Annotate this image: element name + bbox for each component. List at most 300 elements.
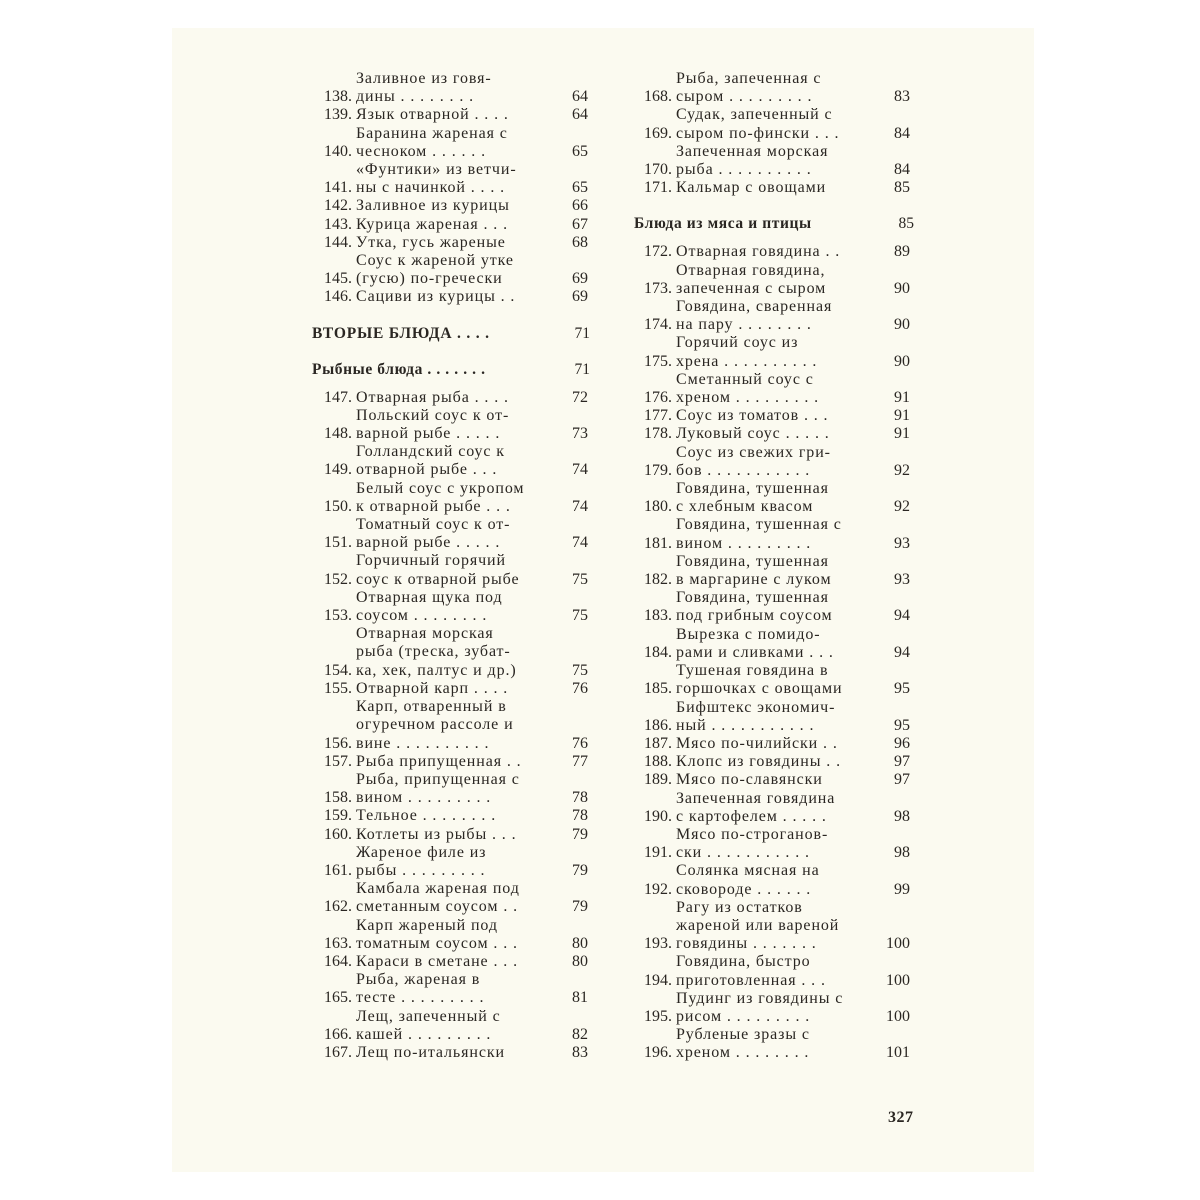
- entry-title-line: Польский соус к от-: [356, 406, 510, 424]
- toc-entry: [634, 298, 1094, 334]
- entry-title-line: Мясо по-чилийски . .: [676, 734, 838, 752]
- entry-title: [356, 216, 546, 234]
- page-ref: 78: [572, 807, 588, 825]
- page-ref: 84: [894, 124, 910, 142]
- entry-title-line: сметанным соусом . .: [356, 898, 519, 916]
- entry-title-line: на пару . . . . . . . .: [676, 316, 812, 334]
- entry-title: [676, 826, 866, 862]
- page-ref: 79: [572, 898, 588, 916]
- toc-entry: [634, 699, 1094, 735]
- page-ref: 71: [574, 360, 590, 378]
- entry-title: [356, 807, 546, 825]
- entry-title: [676, 179, 866, 197]
- entry-title: [676, 790, 866, 826]
- entry-number: 173.: [644, 279, 672, 297]
- entry-number: 166.: [324, 1025, 352, 1043]
- entry-title-line: Отварная говядина,: [676, 261, 826, 279]
- entry-number: 141.: [324, 179, 352, 197]
- entry-title: [356, 161, 546, 197]
- entry-title-line: рами и сливками . . .: [676, 643, 834, 661]
- spacer: [634, 233, 1094, 243]
- page-ref: 79: [572, 825, 588, 843]
- entry-title-line: к отварной рыбе . . .: [356, 497, 511, 515]
- entry-title-line: Рыба, припущенная с: [356, 770, 520, 788]
- toc-column-right: [634, 70, 1094, 1063]
- entry-title-line: Карп жареный под: [356, 916, 498, 934]
- entry-number: 179.: [644, 461, 672, 479]
- entry-title-line: Карп, отваренный в: [356, 698, 507, 716]
- entry-title-line: под грибным соусом: [676, 607, 833, 625]
- page-ref: 99: [894, 880, 910, 898]
- entry-title-line: отварной рыбе . . .: [356, 461, 498, 479]
- toc-entry: [634, 953, 1094, 989]
- entry-title-line: соусом . . . . . . . .: [356, 607, 488, 625]
- entry-title-line: томатным соусом . . .: [356, 934, 518, 952]
- page-ref: 74: [572, 461, 588, 479]
- entry-title: [356, 125, 546, 161]
- entry-title-line: Рыба, запеченная с: [676, 70, 822, 87]
- page-ref: 94: [894, 607, 910, 625]
- entry-title-line: Говядина, быстро: [676, 953, 811, 971]
- entry-title: [356, 234, 546, 252]
- toc-entry: [634, 899, 1094, 954]
- entry-title-line: Рыба припущенная . .: [356, 752, 522, 770]
- entry-number: 180.: [644, 498, 672, 516]
- entry-number: 177.: [644, 407, 672, 425]
- page-ref: 75: [572, 570, 588, 588]
- entry-number: 161.: [324, 861, 352, 879]
- entry-title: [676, 143, 866, 179]
- entry-title: [676, 480, 866, 516]
- entry-number: 156.: [324, 734, 352, 752]
- entry-title-line: варной рыбе . . . . .: [356, 534, 501, 552]
- entry-title: [356, 389, 546, 407]
- entry-title-line: Тушеная говядина в: [676, 662, 829, 680]
- entry-number: 190.: [644, 807, 672, 825]
- page-ref: 100: [886, 1007, 910, 1025]
- entry-title: [676, 407, 866, 425]
- entry-title: [356, 589, 546, 625]
- entry-title: [676, 899, 866, 954]
- section-heading: [634, 215, 1094, 233]
- toc-entry: [634, 862, 1094, 898]
- entry-number: 146.: [324, 288, 352, 306]
- page-ref: 94: [894, 643, 910, 661]
- page-ref: 92: [894, 498, 910, 516]
- page-ref: 73: [572, 425, 588, 443]
- entry-title-line: хрена . . . . . . . . . .: [676, 352, 818, 370]
- entry-title: [356, 407, 546, 443]
- entry-number: 150.: [324, 497, 352, 515]
- page-ref: 79: [572, 861, 588, 879]
- entry-title: [356, 480, 546, 516]
- entry-number: 151.: [324, 534, 352, 552]
- entry-title-line: рыба (треска, зубат-: [356, 643, 511, 661]
- entry-title-line: Судак, запеченный с: [676, 106, 833, 124]
- page-ref: 81: [572, 989, 588, 1007]
- entry-title: [676, 298, 866, 334]
- entry-title-line: вином . . . . . . . . .: [676, 534, 812, 552]
- page-ref: 93: [894, 571, 910, 589]
- toc-entry: [634, 106, 1094, 142]
- entry-number: 158.: [324, 789, 352, 807]
- page-ref: 91: [894, 407, 910, 425]
- entry-title-line: хреном . . . . . . . .: [676, 1044, 810, 1062]
- toc-entry: [634, 626, 1094, 662]
- page-ref: 78: [572, 789, 588, 807]
- toc-entry: [634, 662, 1094, 698]
- entry-title: [356, 1044, 546, 1062]
- page-ref: 84: [894, 161, 910, 179]
- page-ref: 65: [572, 179, 588, 197]
- page-ref: 100: [886, 971, 910, 989]
- toc-entry: [634, 407, 1094, 425]
- page-ref: 64: [572, 88, 588, 106]
- entry-title-line: тесте . . . . . . . . .: [356, 989, 485, 1007]
- entry-title-line: вине . . . . . . . . . .: [356, 734, 490, 752]
- page-ref: 76: [572, 734, 588, 752]
- entry-number: 148.: [324, 425, 352, 443]
- entry-title: [356, 197, 546, 215]
- toc-entry: [634, 425, 1094, 443]
- entry-number: 160.: [324, 825, 352, 843]
- toc-entry: [634, 1026, 1094, 1062]
- entry-number: 157.: [324, 752, 352, 770]
- entry-title-line: Говядина, сваренная: [676, 298, 833, 316]
- entry-number: 182.: [644, 571, 672, 589]
- entry-title-line: бов . . . . . . . . . . .: [676, 461, 811, 479]
- entry-title-line: Заливное из курицы: [356, 197, 510, 215]
- entry-number: 147.: [324, 388, 352, 406]
- entry-title-line: Говядина, тушенная с: [676, 516, 842, 534]
- entry-title-line: Тельное . . . . . . . .: [356, 807, 497, 825]
- entry-title-line: Луковый соус . . . . .: [676, 425, 830, 443]
- page-ref: 93: [894, 534, 910, 552]
- entry-number: 191.: [644, 844, 672, 862]
- page-ref: 90: [894, 316, 910, 334]
- entry-number: 193.: [644, 935, 672, 953]
- entry-number: 185.: [644, 680, 672, 698]
- toc-entry: [634, 243, 1094, 261]
- entry-title: [356, 106, 546, 124]
- page-ref: 98: [894, 807, 910, 825]
- entry-number: 170.: [644, 161, 672, 179]
- entry-title-line: дины . . . . . . . .: [356, 88, 475, 106]
- entry-title-line: сыром . . . . . . . . .: [676, 88, 813, 106]
- entry-number: 154.: [324, 661, 352, 679]
- entry-title-line: Отварной карп . . . .: [356, 679, 509, 697]
- entry-title-line: Рыба, жареная в: [356, 971, 481, 989]
- page-ref: 83: [572, 1043, 588, 1061]
- entry-title-line: Сациви из курицы . .: [356, 288, 516, 306]
- entry-title: [356, 1008, 546, 1044]
- entry-title-line: Солянка мясная на: [676, 862, 820, 880]
- entry-title-line: Котлеты из рыбы . . .: [356, 825, 517, 843]
- spacer: [634, 197, 1094, 215]
- page-ref: 91: [894, 425, 910, 443]
- entry-number: 153.: [324, 607, 352, 625]
- entry-number: 159.: [324, 807, 352, 825]
- toc-entry: [634, 371, 1094, 407]
- entry-number: 178.: [644, 425, 672, 443]
- entry-title-line: Горчичный горячий: [356, 552, 506, 570]
- page-ref: 69: [572, 288, 588, 306]
- page-ref: 101: [886, 1044, 910, 1062]
- entry-title: [676, 589, 866, 625]
- entry-title: [356, 443, 546, 479]
- entry-title-line: Утка, гусь жареные: [356, 233, 506, 251]
- entry-number: 149.: [324, 461, 352, 479]
- entry-number: 155.: [324, 679, 352, 697]
- toc-entry: [634, 753, 1094, 771]
- entry-number: 187.: [644, 734, 672, 752]
- entry-number: 171.: [644, 179, 672, 197]
- section-title: Рыбные блюда . . . . . . .: [312, 360, 486, 378]
- entry-number: 183.: [644, 607, 672, 625]
- entry-title-line: Горячий соус из: [676, 334, 799, 352]
- entry-title: [676, 371, 866, 407]
- page-ref: 95: [894, 716, 910, 734]
- entry-title: [356, 698, 546, 753]
- page-ref: 95: [894, 680, 910, 698]
- entry-number: 188.: [644, 753, 672, 771]
- entry-title: [676, 243, 866, 261]
- entry-number: 174.: [644, 316, 672, 334]
- entry-title-line: Мясо по-строганов-: [676, 825, 829, 843]
- entry-number: 163.: [324, 934, 352, 952]
- entry-title: [356, 680, 546, 698]
- entry-title: [676, 334, 866, 370]
- page-ref: 71: [574, 324, 590, 342]
- entry-title-line: Соус к жареной утке: [356, 252, 514, 270]
- entry-number: 162.: [324, 898, 352, 916]
- entry-title-line: кашей . . . . . . . . .: [356, 1025, 492, 1043]
- entry-number: 145.: [324, 270, 352, 288]
- page-ref: 91: [894, 389, 910, 407]
- toc-entry: [634, 826, 1094, 862]
- toc-entry: [634, 516, 1094, 552]
- entry-title: [676, 553, 866, 589]
- entry-title: [676, 662, 866, 698]
- entry-title-line: Отварная морская: [356, 625, 494, 643]
- entry-title: [356, 516, 546, 552]
- entry-number: 164.: [324, 952, 352, 970]
- page-ref: 77: [572, 752, 588, 770]
- entry-title-line: соус к отварной рыбе: [356, 570, 520, 588]
- entry-number: 196.: [644, 1044, 672, 1062]
- page-ref: 82: [572, 1025, 588, 1043]
- page-ref: 80: [572, 934, 588, 952]
- page-ref: 97: [894, 771, 910, 789]
- entry-number: 189.: [644, 771, 672, 789]
- entry-title-line: с картофелем . . . . .: [676, 807, 827, 825]
- entry-number: 186.: [644, 716, 672, 734]
- entry-title-line: Отварная щука под: [356, 588, 503, 606]
- entry-number: 168.: [644, 88, 672, 106]
- page-ref: 74: [572, 497, 588, 515]
- entry-number: 152.: [324, 570, 352, 588]
- entry-title: [676, 444, 866, 480]
- entry-title: [356, 953, 546, 971]
- entry-title-line: Баранина жареная с: [356, 124, 508, 142]
- entry-title: [676, 953, 866, 989]
- entry-title-line: Мясо по-славянски: [676, 771, 823, 789]
- entry-number: 138.: [324, 88, 352, 106]
- entry-number: 194.: [644, 971, 672, 989]
- entry-title-line: Жареное филе из: [356, 843, 487, 861]
- entry-title-line: сыром по-фински . . .: [676, 124, 840, 142]
- page-ref: 80: [572, 952, 588, 970]
- page-ref: 90: [894, 279, 910, 297]
- toc-entry: [634, 790, 1094, 826]
- entry-title-line: Сметанный соус с: [676, 370, 814, 388]
- page-ref: 75: [572, 607, 588, 625]
- toc-entry: [634, 771, 1094, 789]
- entry-title: [356, 70, 546, 106]
- entry-title: [356, 252, 546, 288]
- entry-title-line: Караси в сметане . . .: [356, 952, 518, 970]
- entry-title: [356, 971, 546, 1007]
- entry-number: 192.: [644, 880, 672, 898]
- entry-title: [356, 753, 546, 771]
- entry-title-line: варной рыбе . . . . .: [356, 425, 501, 443]
- entry-title-line: говядины . . . . . . .: [676, 935, 817, 953]
- entry-title: [356, 552, 546, 588]
- page-ref: 66: [572, 197, 588, 215]
- entry-title-line: Пудинг из говядины с: [676, 989, 844, 1007]
- entry-number: 184.: [644, 643, 672, 661]
- entry-title-line: Рагу из остатков: [676, 898, 803, 916]
- entry-title-line: чесноком . . . . . .: [356, 142, 486, 160]
- entry-title-line: Бифштекс экономич-: [676, 698, 836, 716]
- entry-number: 140.: [324, 142, 352, 160]
- entry-title-line: Лещ по-итальянски: [356, 1043, 505, 1061]
- section-title: ВТОРЫЕ БЛЮДА . . . .: [312, 324, 490, 342]
- entry-title-line: рисом . . . . . . . . .: [676, 1007, 811, 1025]
- toc-entry: [634, 143, 1094, 179]
- page-ref: 65: [572, 142, 588, 160]
- entry-title-line: ны с начинкой . . . .: [356, 179, 506, 197]
- entry-title-line: Отварная говядина . .: [676, 243, 841, 261]
- entry-title-line: Вырезка с помидо-: [676, 625, 821, 643]
- entry-title-line: Томатный соус к от-: [356, 516, 511, 534]
- page-ref: 92: [894, 461, 910, 479]
- entry-title: [676, 753, 866, 771]
- entry-title: [676, 699, 866, 735]
- entry-title: [676, 771, 866, 789]
- page-ref: 89: [894, 243, 910, 261]
- page-ref: 72: [572, 388, 588, 406]
- entry-title-line: Клопс из говядины . .: [676, 753, 841, 771]
- entry-title-line: вином . . . . . . . . .: [356, 789, 492, 807]
- entry-title-line: Кальмар с овощами: [676, 179, 827, 197]
- page-ref: 83: [894, 88, 910, 106]
- page-ref: 75: [572, 661, 588, 679]
- page-ref: 64: [572, 106, 588, 124]
- page-ref: 100: [886, 935, 910, 953]
- entry-title: [676, 735, 866, 753]
- entry-number: 181.: [644, 534, 672, 552]
- entry-title-line: Белый соус с укропом: [356, 479, 525, 497]
- entry-title: [676, 990, 866, 1026]
- entry-title-line: огуречном рассоле и: [356, 716, 514, 734]
- entry-title-line: Голландский соус к: [356, 443, 505, 461]
- entry-title: [676, 70, 866, 106]
- entry-title-line: рыба . . . . . . . . . .: [676, 161, 812, 179]
- page-ref: 90: [894, 352, 910, 370]
- entry-title-line: (гусю) по-гречески: [356, 270, 503, 288]
- entry-title-line: Запеченная говядина: [676, 789, 836, 807]
- entry-title-line: Рубленые зразы с: [676, 1026, 810, 1044]
- entry-title: [356, 826, 546, 844]
- page-number: 327: [888, 1109, 914, 1126]
- entry-title: [676, 106, 866, 142]
- toc-entry: [634, 589, 1094, 625]
- book-page: [172, 28, 1034, 1172]
- entry-title: [676, 262, 866, 298]
- page-ref: 76: [572, 679, 588, 697]
- entry-number: 169.: [644, 124, 672, 142]
- entry-title-line: с хлебным квасом: [676, 498, 814, 516]
- entry-title-line: Запеченная морская: [676, 142, 829, 160]
- entry-title-line: Курица жареная . . .: [356, 215, 508, 233]
- toc-entry: [634, 735, 1094, 753]
- entry-title-line: Соус из свежих гри-: [676, 443, 831, 461]
- toc-entry: [634, 70, 1094, 106]
- entry-number: 143.: [324, 215, 352, 233]
- entry-title: [676, 862, 866, 898]
- entry-title: [676, 1026, 866, 1062]
- entry-title-line: ка, хек, палтус и др.): [356, 661, 517, 679]
- page-ref: 97: [894, 753, 910, 771]
- entry-title-line: горшочках с овощами: [676, 680, 843, 698]
- page-ref: 69: [572, 270, 588, 288]
- entry-title-line: Камбала жареная под: [356, 880, 520, 898]
- page-ref: 96: [894, 734, 910, 752]
- entry-number: 139.: [324, 106, 352, 124]
- toc-entry: [634, 480, 1094, 516]
- section-title: Блюда из мяса и птицы: [634, 215, 812, 233]
- entry-number: 175.: [644, 352, 672, 370]
- toc-entry: [634, 444, 1094, 480]
- page-ref: 98: [894, 844, 910, 862]
- entry-title-line: приготовленная . . .: [676, 971, 826, 989]
- entry-title: [676, 516, 866, 552]
- entry-title-line: Отварная рыба . . . .: [356, 388, 509, 406]
- toc-entry: [634, 334, 1094, 370]
- entry-title-line: Лещ, запеченный с: [356, 1007, 501, 1025]
- entry-title-line: Говядина, тушенная: [676, 480, 829, 498]
- page-ref: 68: [572, 233, 588, 251]
- entry-title-line: Заливное из говя-: [356, 70, 492, 87]
- entry-title: [356, 288, 546, 306]
- page-ref: 85: [894, 179, 910, 197]
- page-ref: 74: [572, 534, 588, 552]
- entry-title: [356, 771, 546, 807]
- entry-title-line: сковороде . . . . . .: [676, 880, 812, 898]
- page-ref: 85: [898, 215, 914, 233]
- entry-title-line: рыбы . . . . . . . . .: [356, 861, 486, 879]
- entry-number: 142.: [324, 197, 352, 215]
- entry-number: 195.: [644, 1007, 672, 1025]
- entry-title-line: в маргарине с луком: [676, 571, 832, 589]
- entry-title: [356, 917, 546, 953]
- entry-title-line: запеченная с сыром: [676, 279, 827, 297]
- entry-title-line: хреном . . . . . . . . .: [676, 389, 820, 407]
- entry-title: [356, 625, 546, 680]
- entry-title-line: ный . . . . . . . . . . .: [676, 716, 815, 734]
- entry-title: [676, 626, 866, 662]
